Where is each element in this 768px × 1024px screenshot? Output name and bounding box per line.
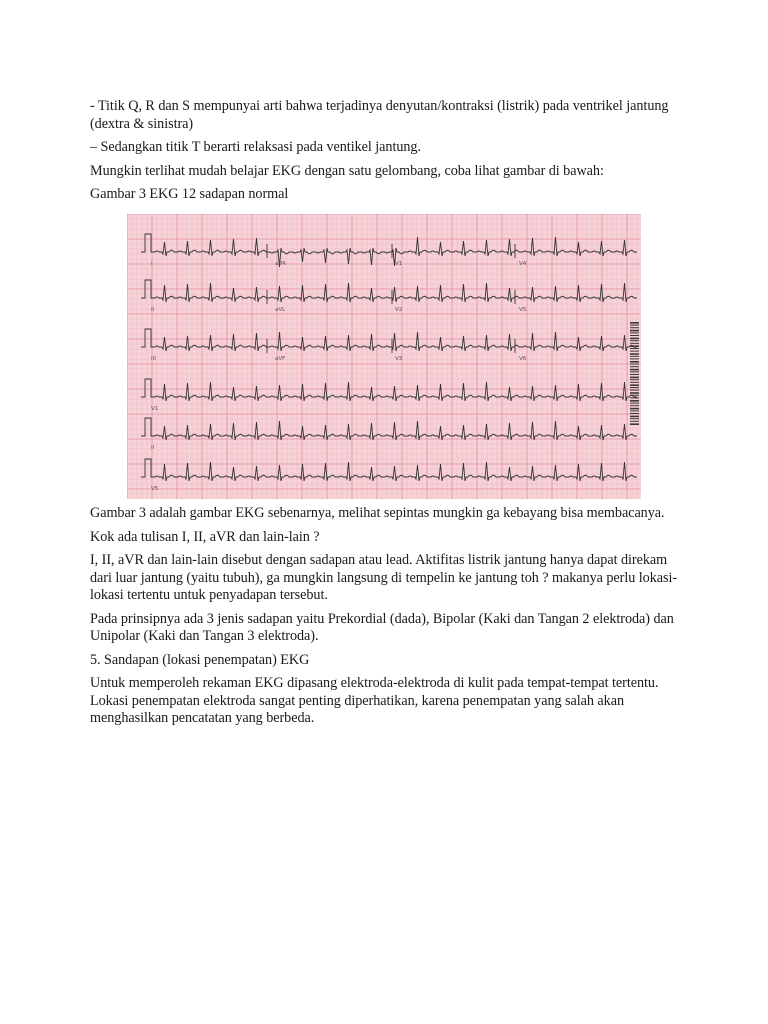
paragraph-question: Kok ada tulisan I, II, aVR dan lain-lain ? xyxy=(90,528,320,545)
lead-label: V3 xyxy=(395,356,403,362)
paragraph-lead-types: Pada prinsipnya ada 3 jenis sadapan yaitu Prekordial (dada), Bipolar (Kaki dan Tangan 2 elektroda) dan Unipolar (Kaki dan Tangan 3 elektroda). xyxy=(90,610,674,644)
paragraph-explanation: Gambar 3 adalah gambar EKG sebenarnya, melihat sepintas mungkin ga kebayang bisa membacanya. xyxy=(90,505,665,521)
ecg-trace-2 xyxy=(141,280,637,302)
ecg-trace-6 xyxy=(141,459,637,481)
paragraph-intro: Mungkin terlihat mudah belajar EKG dengan satu gelombang, coba lihat gambar di bawah: xyxy=(90,162,604,179)
lead-label: V1 xyxy=(151,406,159,412)
lead-label: II xyxy=(151,307,155,313)
figure-caption: Gambar 3 EKG 12 sadapan normal xyxy=(90,186,289,202)
lead-label: aVF xyxy=(275,356,286,362)
lead-label: I xyxy=(151,261,153,267)
top-text-block xyxy=(90,98,680,210)
ecg-trace-3 xyxy=(141,329,637,351)
ecg-12-lead-image xyxy=(127,214,641,499)
lead-label: II xyxy=(151,445,155,451)
paragraph-t-wave: – Sedangkan titik T berarti relaksasi pada ventikel jantung. xyxy=(90,139,421,155)
lead-label: V5 xyxy=(151,486,159,492)
lead-label: V6 xyxy=(519,356,527,362)
paragraph-qrs: - Titik Q, R dan S mempunyai arti bahwa terjadinya denyutan/kontraksi (listrik) pada ventrikel jantung (dextra & sinistra) xyxy=(90,98,669,132)
bottom-text-block xyxy=(90,505,680,734)
lead-label: V2 xyxy=(395,307,403,313)
lead-label: V5 xyxy=(519,307,527,313)
lead-label: aVL xyxy=(275,307,286,313)
lead-label: V4 xyxy=(519,261,527,267)
lead-label: III xyxy=(151,356,156,362)
paragraph-electrodes: Untuk memperoleh rekaman EKG dipasang elektroda-elektroda di kulit pada tempat-tempat tertentu. Lokasi penempatan elektroda sangat penting diperhatikan, karena penempatan yang salah akan menghasilkan pencatatan yang berbeda. xyxy=(90,675,659,726)
lead-label: V1 xyxy=(395,261,403,267)
ecg-trace-4 xyxy=(141,379,637,401)
paragraph-leads: I, II, aVR dan lain-lain disebut dengan sadapan atau lead. Aktifitas listrik jantung hanya dapat direkam dari luar jantung (yaitu tubuh), ga mungkin langsung di tempelin ke jantung toh ? makanya perlu lokasi-lokasi tertentu untuk penyadapan tersebut. xyxy=(90,552,678,603)
ecg-strip xyxy=(127,214,641,499)
section-heading: 5. Sandapan (lokasi penempatan) EKG xyxy=(90,651,310,668)
lead-label: aVR xyxy=(275,261,286,267)
